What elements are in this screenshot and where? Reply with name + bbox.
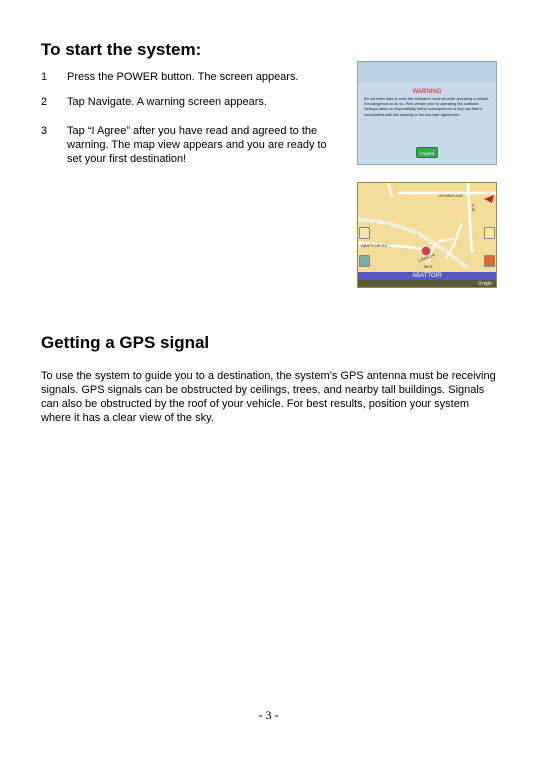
step-1 bbox=[41, 70, 341, 84]
warning-body: Do not enter data or work the software's controls while operating a vehicle. It is dangerous to do so. Park vehicle prior to operating this software. Netropa takes no responsibility forthe consequences of any use that is inconsistent with this warning or the end user agreement. bbox=[364, 97, 490, 117]
speed-readout: 0 mph bbox=[478, 281, 492, 287]
map-status-bar bbox=[358, 280, 496, 288]
step-text: Tap Navigate. A warning screen appears. bbox=[67, 96, 267, 108]
menu-button[interactable] bbox=[359, 255, 370, 267]
warning-screenshot bbox=[357, 61, 497, 165]
map-street-label: LI B bbox=[471, 203, 477, 212]
map-street-label: LEHNER AVE bbox=[438, 193, 463, 198]
step-3 bbox=[41, 124, 341, 168]
warning-title: WARNING bbox=[412, 89, 442, 95]
options-button[interactable] bbox=[484, 255, 495, 267]
map-street-label: LAWSON bbox=[417, 252, 436, 263]
map-street-label: ABATTOIR RD bbox=[361, 243, 388, 248]
step-text: Press the POWER button. The screen appears. bbox=[67, 71, 299, 83]
heading-gps-signal: Getting a GPS signal bbox=[41, 333, 210, 352]
page-number: - 3 - bbox=[258, 708, 279, 722]
step-text: Tap “I Agree” after you have read and agreed to the warning. The map view appears and you are ready to set your first destination! bbox=[67, 125, 327, 165]
zoom-in-button[interactable] bbox=[484, 227, 495, 239]
i-agree-button[interactable]: I Agree bbox=[416, 147, 438, 158]
current-street-bar: ABATTOIR bbox=[358, 272, 496, 280]
step-number: 2 bbox=[41, 96, 48, 108]
zoom-out-button[interactable] bbox=[359, 227, 370, 239]
step-number: 3 bbox=[41, 125, 48, 137]
map-screenshot bbox=[357, 182, 497, 288]
gps-paragraph: To use the system to guide you to a destination, the system’s GPS antenna must be receiving signals. GPS signals can be obstructed by ceilings, trees, and nearby tall buildings. Signals can also be obstructed by the roof of your vehicle. For best results, position your system where it has a clear view of the sky. bbox=[41, 370, 496, 424]
step-2 bbox=[41, 95, 341, 109]
warning-header-bar bbox=[358, 62, 496, 82]
heading-start-system: To start the system: bbox=[41, 40, 202, 59]
map-scale: 500 ft bbox=[423, 265, 433, 269]
direction-arrow-icon bbox=[484, 195, 494, 203]
step-number: 1 bbox=[41, 71, 48, 83]
